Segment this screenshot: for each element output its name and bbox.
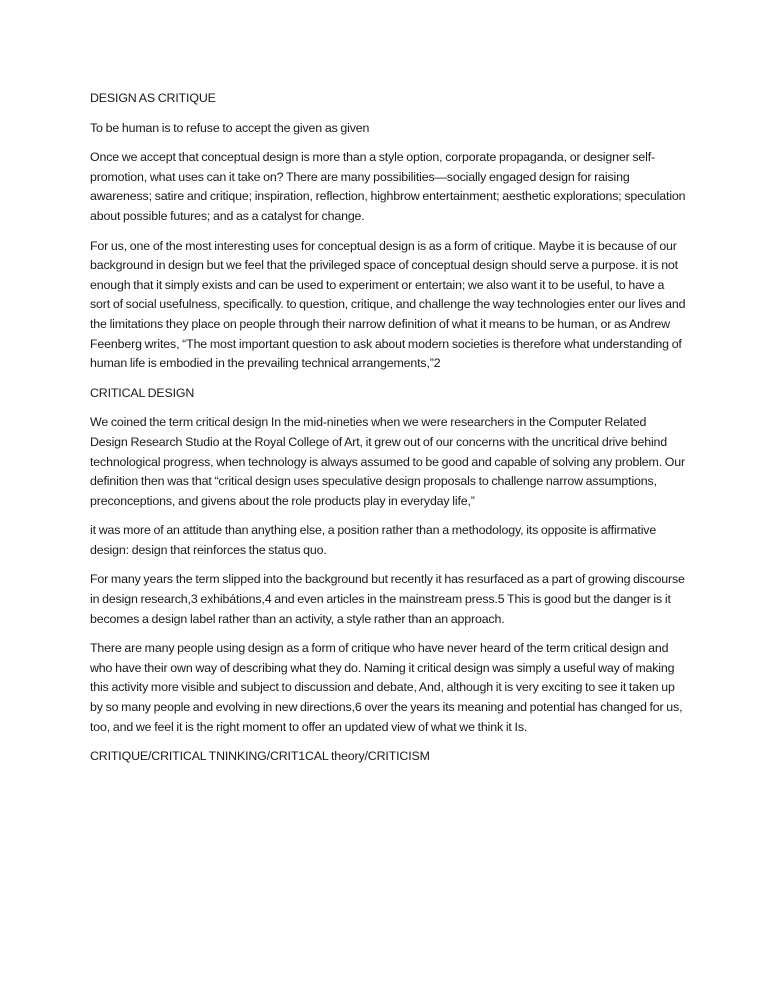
paragraph-conceptual-design-uses: Once we accept that conceptual design is more than a style option, corporate propaganda, or designer self-promotion, what uses can it take on? There are many possibilities—socially engaged design for raising awareness; satire and critique; inspiration, reflection, highbrow entertainment; aesthetic explorations; speculation about possible futures; and as a catalyst for change. <box>90 150 686 223</box>
document-subtitle: To be human is to refuse to accept the given as given <box>90 120 370 135</box>
final-heading: CRITIQUE/CRITICAL TNINKING/CRIT1CAL theory/CRITICISM <box>90 749 430 764</box>
section-heading-critical-design: CRITICAL DESIGN <box>90 385 195 400</box>
paragraph-coined-term: We coined the term critical design In the mid-nineties when we were researchers in the Computer Related Design Research Studio at the Royal College of Art, it grew out of our concerns with the uncritical drive behind technological progress, when technology is always assumed to be good and capable of solving any problem. Our definition then was that “critical design uses speculative design proposals to challenge narrow assumptions, preconceptions, and givens about the role products play in everyday life,” <box>90 415 686 508</box>
document-body <box>90 89 686 777</box>
paragraph-term-resurfaced: For many years the term slipped into the background but recently it has resurfaced as a part of growing discourse in design research,3 exhibátions,4 and even articles in the mainstream press.5 This is good but the danger is it becomes a design label rather than an activity, a style rather than an approach. <box>90 572 685 626</box>
paragraph-design-as-critique: For us, one of the most interesting uses for conceptual design is as a form of critique. Maybe it is because of our background in design but we feel that the privileged space of conceptual design should serve a purpose. it is not enough that it simply exists and can be used to experiment or entertain; we also want it to be useful, to have a sort of social usefulness, specifically. to question, critique, and challenge the way technologies enter our lives and the limitations they place on people through their narrow definition of what it means to be human, or as Andrew Feenberg writes, “The most important question to ask about modern societies is therefore what understanding of human life is embodied in the prevailing technical arrangements,”2 <box>90 238 686 371</box>
document-title: DESIGN AS CRITIQUE <box>90 91 216 105</box>
paragraph-attitude: it was more of an attitude than anything else, a position rather than a methodology, its opposite is affirmative design: design that reinforces the status quo. <box>90 523 657 557</box>
paragraph-people-using-design: There are many people using design as a form of critique who have never heard of the term critical design and who have their own way of describing what they do. Naming it critical design was simply a useful way of making this activity more visible and subject to discussion and debate, And, although it is very exciting to see it taken up by so many people and evolving in new directions,6 over the years its meaning and potential has changed for us, too, and we feel it is the right moment to offer an updated view of what we think it Is. <box>90 641 683 734</box>
